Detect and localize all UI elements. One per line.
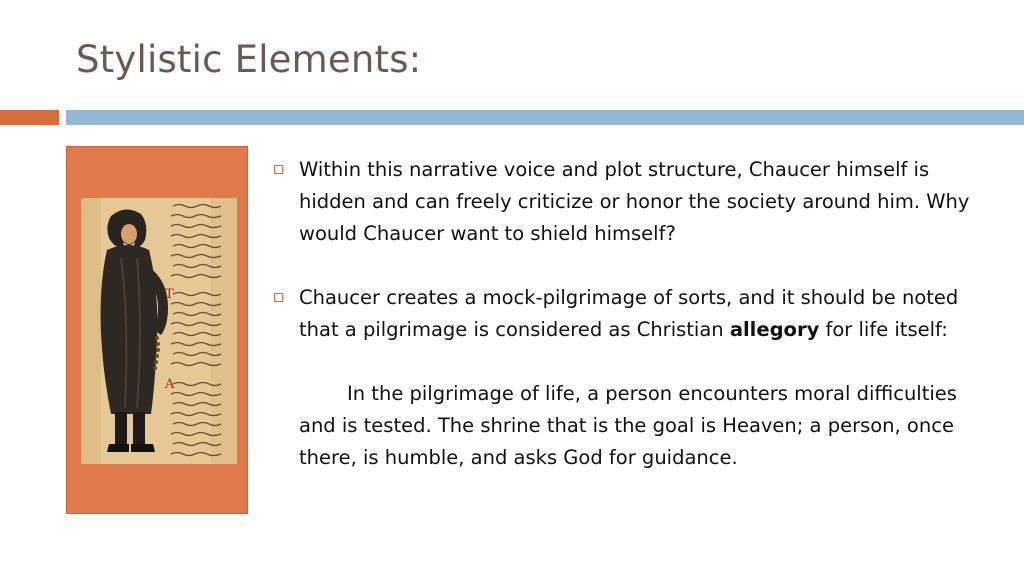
slide-body — [274, 154, 974, 474]
bullet-text: Within this narrative voice and plot structure, Chaucer himself is hidden and can freely criticize or honor the society around him. Why would Chaucer want to shield himself? — [299, 158, 970, 245]
svg-text:T: T — [165, 287, 174, 302]
accent-bar-orange — [0, 110, 59, 125]
allegory-quote-text: In the pilgrimage of life, a person encounters moral difficulties and is tested. The shrine that is the goal is Heaven; a person, once there, is humble, and asks God for guidance. — [299, 382, 957, 469]
picture-frame — [66, 146, 248, 514]
bullet-text-end: for life itself: — [819, 318, 948, 341]
accent-bar-blue — [66, 110, 1024, 125]
bullet-item — [274, 282, 974, 346]
slide-title: Stylistic Elements: — [76, 38, 422, 81]
svg-text:A: A — [165, 377, 175, 392]
square-bullet-icon — [274, 293, 283, 302]
chaucer-portrait-icon — [81, 198, 237, 464]
square-bullet-icon — [274, 165, 283, 174]
bullet-item — [274, 154, 974, 250]
bullet-text-start: Chaucer creates a mock-pilgrimage of sorts, and it should be noted that a pilgrimage is considered as Christian — [299, 286, 959, 341]
bullet-bold-term: allegory — [729, 318, 820, 341]
chaucer-manuscript-image — [81, 198, 237, 464]
allegory-explanation — [274, 378, 974, 474]
